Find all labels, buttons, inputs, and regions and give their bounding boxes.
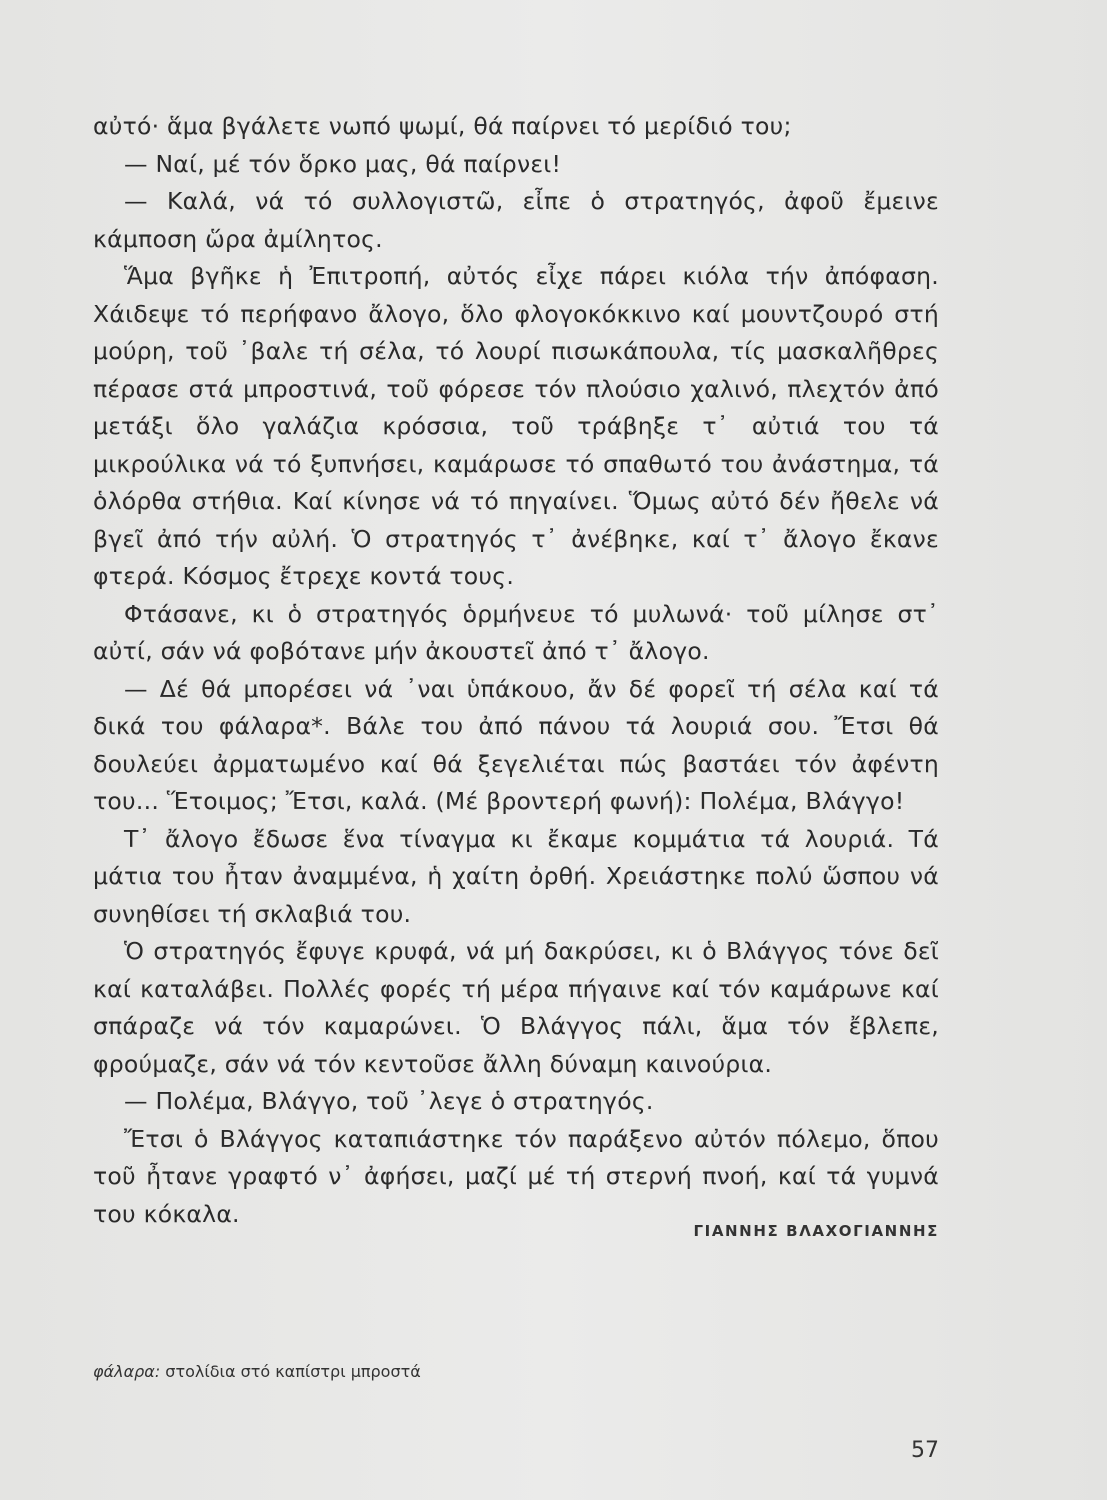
paragraph: Ἅμα βγῆκε ἡ Ἐπιτροπή, αὐτός εἶχε πάρει κιόλα τήν ἀπόφαση. Χάιδεψε τό περήφανο ἄλογο, ὅλο φλογοκόκκινο καί μουντζουρό στή μούρη, τοῦ ᾽βαλε τή σέλα, τό λουρί πισωκάπουλα, τίς μασκαλῆθρες πέρασε στά μπροστινά, τοῦ φόρεσε τόν πλούσιο χαλινό, πλεχτόν ἀπό μετάξι ὅλο γαλάζια κρόσσια, τοῦ τράβηξε τ᾽ αὐτιά του τά μικρούλικα νά τό ξυπνήσει, καμάρωσε τό σπαθωτό του ἀνάστημα, τά ὁλόρθα στήθια. Καί κίνησε νά τό πηγαίνει. Ὅμως αὐτό δέν ἤθελε νά βγεῖ ἀπό τήν αὐλή. Ὁ στρατηγός τ᾽ ἀνέβηκε, καί τ᾽ ἄλογο ἔκανε φτερά. Κόσμος ἔτρεχε κοντά τους.: [93, 262, 939, 590]
author-name: ΓΙΑΝΝΗΣ ΒΛΑΧΟΓΙΑΝΝΗΣ: [693, 1222, 939, 1240]
footnote-definition: στολίδια στό καπίστρι μπροστά: [160, 1362, 421, 1381]
footnote-term: φάλαρα:: [93, 1362, 161, 1381]
paragraph: — Ναί, μέ τόν ὅρκο μας, θά παίρνει!: [124, 149, 562, 178]
page-number: 57: [911, 1438, 939, 1463]
paragraph: Ὁ στρατηγός ἔφυγε κρυφά, νά μή δακρύσει, κι ὁ Βλάγγος τόνε δεῖ καί καταλάβει. Πολλές φορές τή μέρα πήγαινε καί τόν καμάρωνε καί σπάραζε νά τόν καμαρώνει. Ὁ Βλάγγος πάλι, ἅμα τόν ἔβλεπε, φρούμαζε, σάν νά τόν κεντοῦσε ἄλλη δύναμη καινούρια.: [93, 937, 939, 1078]
paragraph: Ἔτσι ὁ Βλάγγος καταπιάστηκε τόν παράξενο αὐτόν πόλεμο, ὅπου τοῦ ἦτανε γραφτό ν᾽ ἀφήσει, μαζί μέ τή στερνή πνοή, καί τά γυμνά του κόκαλα.: [93, 1124, 939, 1228]
paragraph: Τ᾽ ἄλογο ἔδωσε ἕνα τίναγμα κι ἔκαμε κομμάτια τά λουριά. Τά μάτια του ἦταν ἀναμμένα, ἡ χαίτη ὀρθή. Χρειάστηκε πολύ ὥσπου νά συνηθίσει τή σκλαβιά του.: [93, 824, 939, 928]
paragraph: — Δέ θά μπορέσει νά ᾽ναι ὑπάκουο, ἄν δέ φορεῖ τή σέλα καί τά δικά του φάλαρα*. Βάλε του ἀπό πάνου τά λουριά σου. Ἔτσι θά δουλεύει ἀρματωμένο καί θά ξεγελιέται πώς βαστάει τόν ἀφέντη του... Ἕτοιμος; Ἔτσι, καλά. (Μέ βροντερή φωνή): Πολέμα, Βλάγγο!: [93, 674, 939, 815]
story-text: [93, 108, 939, 1233]
footnote: [93, 1362, 421, 1381]
paragraph: — Καλά, νά τό συλλογιστῶ, εἶπε ὁ στρατηγός, ἀφοῦ ἔμεινε κάμποση ὥρα ἀμίλητος.: [93, 187, 939, 253]
paragraph: Φτάσανε, κι ὁ στρατηγός ὁρμήνευε τό μυλωνά· τοῦ μίλησε στ᾽ αὐτί, σάν νά φοβότανε μήν ἀκουστεῖ ἀπό τ᾽ ἄλογο.: [93, 599, 939, 665]
paragraph: αὐτό· ἅμα βγάλετε νωπό ψωμί, θά παίρνει τό μερίδιό του;: [93, 112, 792, 140]
paragraph: — Πολέμα, Βλάγγο, τοῦ ᾽λεγε ὁ στρατηγός.: [124, 1087, 654, 1115]
